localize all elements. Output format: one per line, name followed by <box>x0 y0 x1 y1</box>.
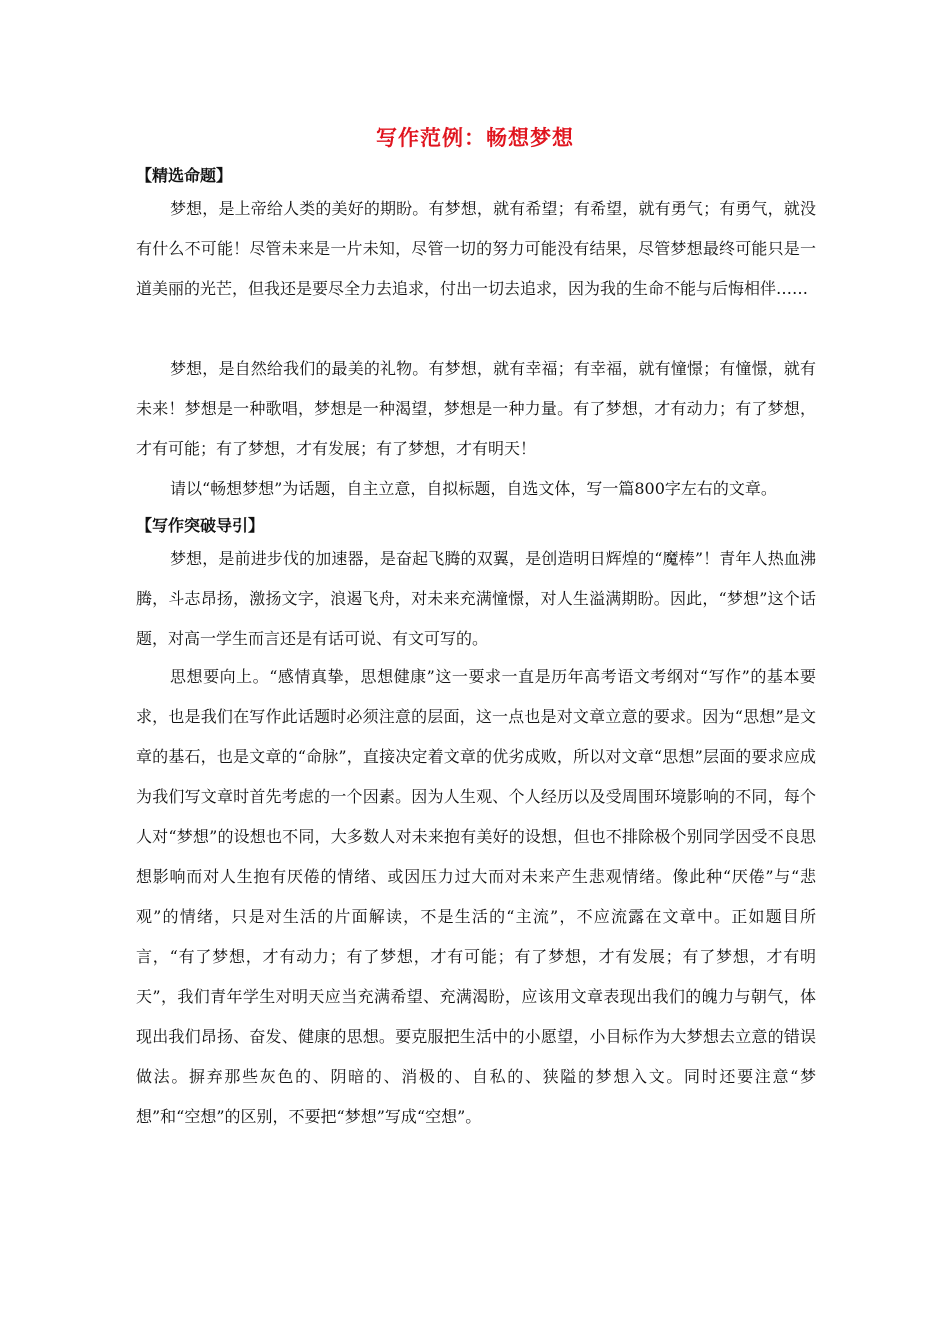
guide-paragraph-1: 梦想，是前进步伐的加速器，是奋起飞腾的双翼，是创造明日辉煌的“魔棒”！青年人热血沸腾，斗志昂扬，激扬文字，浪遏飞舟，对未来充满憧憬，对人生溢满期盼。因此，“梦想”这个话题，对高一学生而言还是有话可说、有文可写的。 <box>136 549 816 648</box>
prompt-paragraph-2: 梦想，是自然给我们的最美的礼物。有梦想，就有幸福；有幸福，就有憧憬；有憧憬，就有未来！梦想是一种歌唱，梦想是一种渴望，梦想是一种力量。有了梦想，才有动力；有了梦想，才有可能；有了梦想，才有发展；有了梦想，才有明天！ <box>136 359 816 458</box>
guide-paragraph-2: 思想要向上。“感情真挚，思想健康”这一要求一直是历年高考语文考纲对“写作”的基本要求，也是我们在写作此话题时必须注意的层面，这一点也是对文章立意的要求。因为“思想”是文章的基石，也是文章的“命脉”，直接决定着文章的优劣成败，所以对文章“思想”层面的要求应成为我们写文章时首先考虑的一个因素。因为人生观、个人经历以及受周围环境影响的不同，每个人对“梦想”的设想也不同，大多数人对未来抱有美好的设想，但也不排除极个别同学因受不良思想影响而对人生抱有厌倦的情绪、或因压力过大而对未来产生悲观情绪。像此种“厌倦”与“悲观”的情绪，只是对生活的片面解读，不是生活的“主流”，不应流露在文章中。正如题目所言，“有了梦想，才有动力；有了梦想，才有可能；有了梦想，才有发展；有了梦想，才有明天”，我们青年学生对明天应当充满希望、充满渴盼，应该用文章表现出我们的魄力与朝气，体现出我们昂扬、奋发、健康的思想。要克服把生活中的小愿望，小目标作为大梦想去立意的错误做法。摒弃那些灰色的、阴暗的、消极的、自私的、狭隘的梦想入文。同时还要注意“梦想”和“空想”的区别，不要把“梦想”写成“空想”。 <box>136 667 816 1126</box>
prompt-paragraph-1: 梦想，是上帝给人类的美好的期盼。有梦想，就有希望；有希望，就有勇气；有勇气，就没有什么不可能！尽管未来是一片未知，尽管一切的努力可能没有结果，尽管梦想最终可能只是一道美丽的光芒，但我还是要尽全力去追求，付出一切去追求，因为我的生命不能与后悔相伴…… <box>136 199 816 298</box>
section-heading-guide: 【写作突破导引】 <box>136 516 265 535</box>
section-heading-prompt: 【精选命题】 <box>136 166 233 185</box>
prompt-paragraph-3: 请以“畅想梦想”为话题，自主立意，自拟标题，自选文体，写一篇800字左右的文章。 <box>170 479 777 498</box>
document-title: 写作范例：畅想梦想 <box>376 126 574 150</box>
